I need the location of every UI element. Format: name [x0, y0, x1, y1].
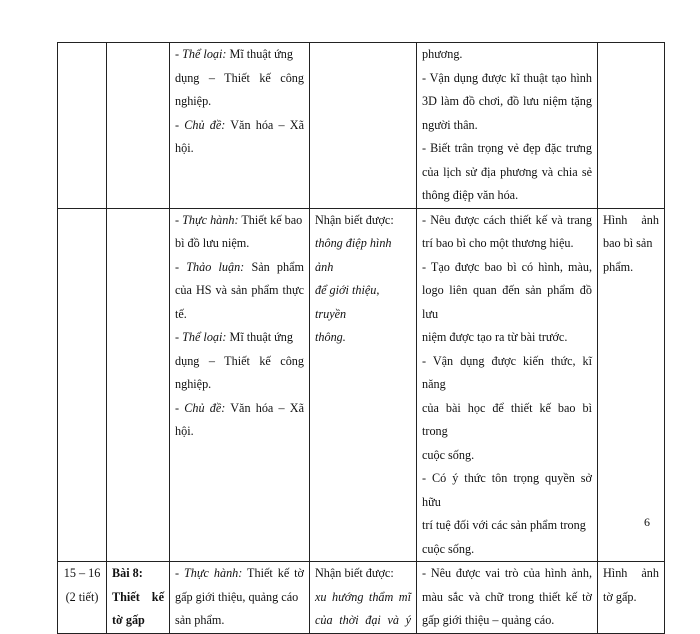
content-line: - Chủ đề: Văn hóa – Xã — [175, 117, 304, 132]
content-line: - Thực hành: Thiết kế tờ — [175, 566, 305, 580]
content-line: nghiệp. — [175, 377, 212, 391]
cell-objectives — [417, 208, 598, 562]
objective-line: trí bao bì cho một thương hiệu. — [422, 236, 574, 250]
content-line: nghiệp. — [175, 94, 212, 108]
page-number: 6 — [644, 515, 650, 529]
objective-line: niệm được tạo ra từ bài trước. — [422, 330, 568, 344]
curriculum-table-page — [57, 42, 658, 634]
objective-line: cuộc sống. — [422, 541, 475, 556]
period-line: 15 – 16 — [63, 566, 101, 580]
content-line: của HS và sản phẩm thực — [175, 283, 304, 297]
objective-line: - Nêu được cách thiết kế và trang — [422, 212, 592, 227]
lesson-line: tờ gấp — [112, 613, 145, 627]
cell-content — [170, 208, 310, 562]
objective-line: thông điệp văn hóa. — [422, 188, 519, 202]
cell-period — [58, 562, 107, 634]
content-line: dụng – Thiết kế công — [175, 353, 304, 368]
cell-material — [598, 43, 665, 209]
material-line: phẩm. — [603, 259, 634, 274]
cell-objectives — [417, 43, 598, 209]
material-line: Hình ảnh — [603, 212, 659, 227]
cell-content — [170, 562, 310, 634]
objective-line: - Có ý thức tôn trọng quyền sở hữu — [422, 471, 592, 509]
curriculum-table — [57, 42, 665, 634]
content-line: gấp giới thiệu, quảng cáo — [175, 589, 299, 604]
recognition-line: Nhận biết được: — [315, 212, 394, 227]
objective-line: - Tạo được bao bì có hình, màu, — [422, 259, 592, 274]
lesson-line: Bài 8: — [112, 566, 143, 580]
cell-material — [598, 208, 665, 562]
objective-line: - Vận dụng được kĩ thuật tạo hình — [422, 70, 592, 85]
content-line: hội. — [175, 424, 194, 438]
content-line: - Thể loại: Mĩ thuật ứng — [175, 47, 293, 61]
recognition-line: để giới thiệu, truyền — [315, 283, 380, 321]
objective-line: logo liên quan đến sản phẩm đồ lưu — [422, 283, 592, 321]
cell-recognition — [310, 562, 417, 634]
objective-line: cuộc sống. — [422, 447, 475, 462]
cell-objectives — [417, 562, 598, 634]
recognition-line: của thời đại và ý — [315, 613, 411, 627]
objective-line: người thân. — [422, 117, 478, 132]
objective-line: - Biết trân trọng vẻ đẹp đặc trưng — [422, 141, 592, 155]
lesson-line: Thiết kế — [112, 589, 164, 604]
objective-line: - Nêu được vai trò của hình ảnh, — [422, 566, 592, 580]
content-line: - Thảo luận: Sản phẩm — [175, 259, 305, 274]
cell-lesson — [107, 208, 170, 562]
content-line: - Thực hành: Thiết kế bao — [175, 212, 303, 227]
content-line: sản phẩm. — [175, 613, 225, 627]
objective-line: gấp giới thiệu – quảng cáo. — [422, 613, 555, 627]
objective-line: phương. — [422, 47, 463, 61]
cell-lesson — [107, 43, 170, 209]
material-line: bao bì sản — [603, 236, 653, 250]
recognition-line: thông. — [315, 330, 346, 344]
material-line: tờ gấp. — [603, 589, 637, 604]
cell-period — [58, 43, 107, 209]
table-row — [58, 562, 665, 634]
recognition-line: xu hướng thẩm mĩ — [315, 589, 411, 604]
cell-recognition — [310, 208, 417, 562]
content-line: tế. — [175, 306, 187, 321]
recognition-line: thông điệp hình ảnh — [315, 236, 392, 274]
period-line: (2 tiết) — [65, 589, 99, 604]
content-line: - Chủ đề: Văn hóa – Xã — [175, 400, 304, 415]
content-line: - Thể loại: Mĩ thuật ứng — [175, 330, 293, 344]
content-line: hội. — [175, 141, 194, 155]
objective-line: trí tuệ đối với các sản phẩm trong — [422, 518, 586, 532]
table-row — [58, 43, 665, 209]
objective-line: của bài học để thiết kế bao bì trong — [422, 400, 592, 438]
recognition-line: Nhận biết được: — [315, 566, 394, 580]
material-line: Hình ảnh — [603, 566, 659, 580]
cell-period — [58, 208, 107, 562]
table-row — [58, 208, 665, 562]
cell-material — [598, 562, 665, 634]
objective-line: 3D làm đồ chơi, đồ lưu niệm tặng — [422, 94, 592, 108]
cell-recognition — [310, 43, 417, 209]
objective-line: màu sắc và chữ trong thiết kế tờ — [422, 589, 592, 604]
content-line: bì đồ lưu niệm. — [175, 236, 250, 250]
content-line: dụng – Thiết kế công — [175, 70, 304, 85]
cell-lesson — [107, 562, 170, 634]
objective-line: - Vận dụng được kiến thức, kĩ năng — [422, 353, 592, 391]
cell-content — [170, 43, 310, 209]
objective-line: của lịch sử địa phương và chia sẻ — [422, 164, 592, 179]
